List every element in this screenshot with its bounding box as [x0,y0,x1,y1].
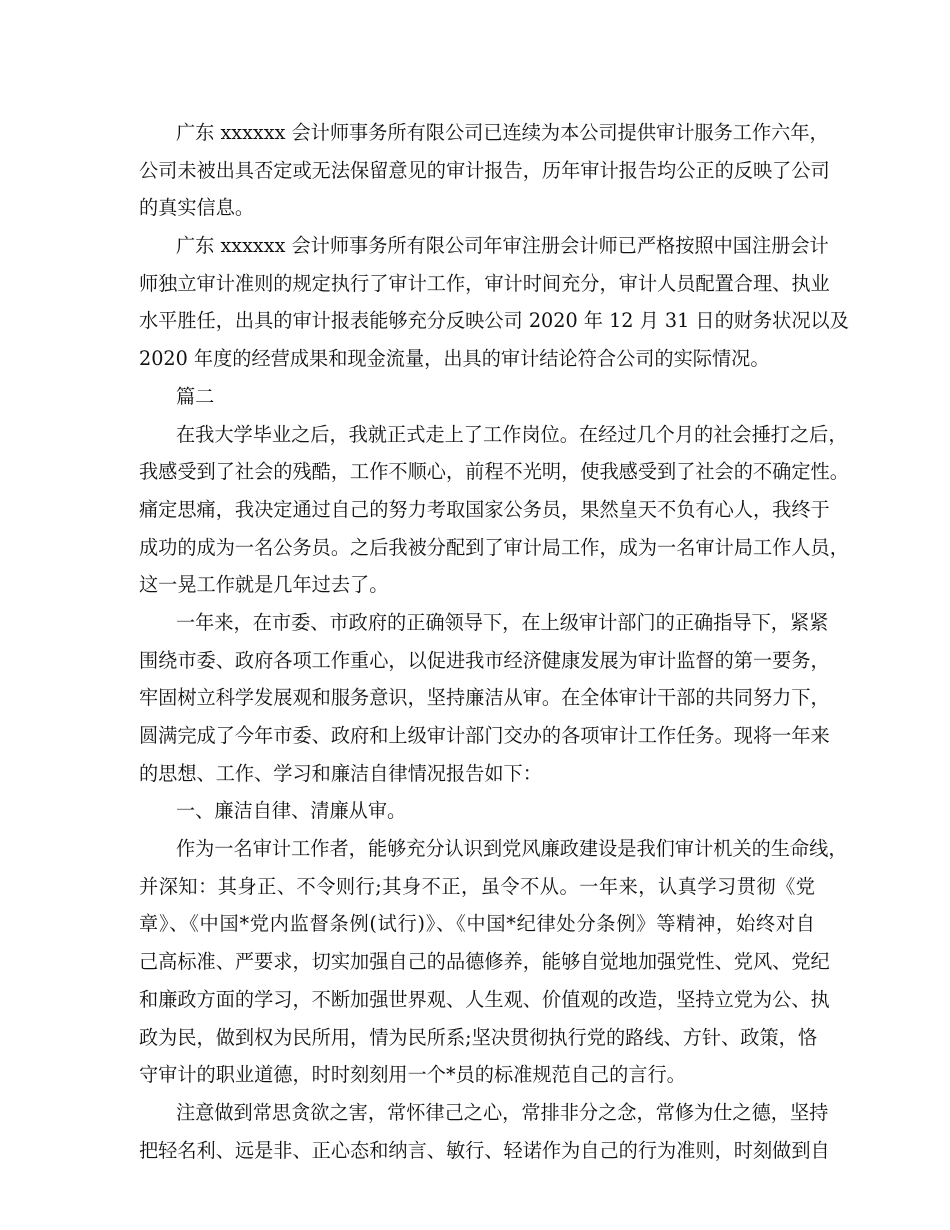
section-heading: 篇二 [176,384,215,408]
paragraph-line: 公司未被出具否定或无法保留意见的审计报告，历年审计报告均公正的反映了公司 [139,158,830,182]
section-heading: 一、廉洁自律、清廉从审。 [176,799,407,823]
paragraph-line: 成功的成为一名公务员。之后我被分配到了审计局工作，成为一名审计局工作人员， [139,535,849,559]
paragraph-line: 师独立审计准则的规定执行了审计工作，审计时间充分，审计人员配置合理、执业 [139,271,830,295]
paragraph-line: 章》、《中国*党内监督条例(试行)》、《中国*纪律处分条例》等精神，始终对自 [139,912,815,936]
paragraph-line: 的真实信息。 [139,196,255,220]
paragraph-line: 己高标准、严要求，切实加强自己的品德修养，能够自觉地加强党性、党风、党纪 [139,950,830,974]
paragraph-line: 水平胜任，出具的审计报表能够充分反映公司 2020 年 12 月 31 日的财务状况以及 [139,309,849,333]
document-body [139,114,849,1169]
paragraph-line: 作为一名审计工作者，能够充分认识到党风廉政建设是我们审计机关的生命线， [176,837,848,861]
paragraph-line: 2020 年度的经营成果和现金流量，出具的审计结论符合公司的实际情况。 [139,347,770,371]
paragraph-line: 把轻名利、远是非、正心态和纳言、敏行、轻诺作为自己的行为准则，时刻做到自 [139,1138,830,1162]
paragraph-line: 圆满完成了今年市委、政府和上级审计部门交办的各项审计工作任务。现将一年来 [139,724,830,747]
paragraph-line: 广东 xxxxxx 会计师事务所有限公司年审注册会计师已严格按照中国注册会计 [176,234,829,258]
paragraph-line: 围绕市委、政府各项工作重心，以促进我市经济健康发展为审计监督的第一要务， [139,648,830,672]
paragraph-line: 牢固树立科学发展观和服务意识，坚持廉洁从审。在全体审计干部的共同努力下， [139,686,830,710]
paragraph-line: 在我大学毕业之后，我就正式走上了工作岗位。在经过几个月的社会捶打之后， [176,422,848,446]
paragraph-line: 的思想、工作、学习和廉洁自律情况报告如下： [139,761,542,785]
paragraph-line: 这一晃工作就是几年过去了。 [139,573,389,597]
paragraph-line: 并深知：其身正、不令则行;其身不正，虽令不从。一年来，认真学习贯彻《党 [139,874,815,898]
paragraph-line: 一年来，在市委、市政府的正确领导下，在上级审计部门的正确指导下，紧紧 [176,610,829,634]
paragraph-line: 我感受到了社会的残酷，工作不顺心，前程不光明，使我感受到了社会的不确定性。 [139,460,849,484]
paragraph-line: 痛定思痛，我决定通过自己的努力考取国家公务员，果然皇天不负有心人，我终于 [139,497,830,521]
paragraph-line: 政为民，做到权为民所用，情为民所系;坚决贯彻执行党的路线、方针、政策，恪 [139,1025,818,1049]
paragraph-line: 注意做到常思贪欲之害，常怀律己之心，常排非分之念，常修为仕之德，坚持 [176,1100,829,1124]
paragraph-line: 广东 xxxxxx 会计师事务所有限公司已连续为本公司提供审计服务工作六年， [176,121,829,144]
paragraph-line: 守审计的职业道德，时时刻刻用一个*员的标准规范自己的言行。 [139,1063,686,1087]
paragraph-line: 和廉政方面的学习，不断加强世界观、人生观、价值观的改造，坚持立党为公、执 [139,987,830,1011]
